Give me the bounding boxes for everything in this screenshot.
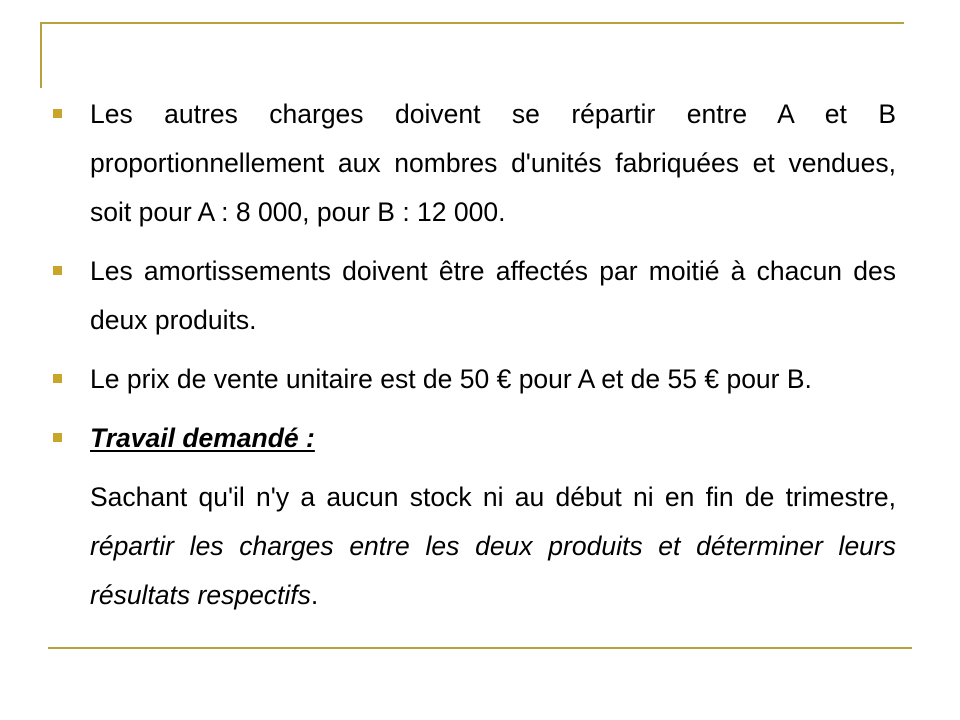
- task-end: .: [310, 580, 319, 610]
- task-heading: Travail demandé :: [90, 423, 315, 453]
- bottom-border-line: [48, 647, 912, 649]
- task-paragraph: [50, 473, 896, 620]
- left-border-line: [40, 22, 42, 88]
- square-bullet-icon: [53, 433, 62, 442]
- task-intro: Sachant qu'il n'y a aucun stock ni au début ni en fin de trimestre,: [90, 482, 896, 512]
- bullet-text: Les amortissements doivent être affectés par moitié à chacun des deux produits.: [90, 256, 896, 335]
- square-bullet-icon: [53, 374, 62, 383]
- top-border-line: [40, 22, 904, 24]
- task-instruction: répartir les charges entre les deux produits et déterminer leurs résultats respectifs: [90, 531, 896, 610]
- square-bullet-icon: [53, 109, 62, 118]
- bullet-item-charges: [50, 90, 896, 237]
- bullet-text: Les autres charges doivent se répartir entre A et B proportionnellement aux nombres d'unités fabriquées et vendues, soit pour A : 8 000, pour B : 12 000.: [90, 99, 896, 227]
- bullet-item-amortissements: [50, 247, 896, 345]
- slide-content: [50, 90, 896, 620]
- square-bullet-icon: [53, 266, 62, 275]
- bullet-item-travail: [50, 414, 896, 463]
- bullet-item-prix: [50, 355, 896, 404]
- bullet-text: Le prix de vente unitaire est de 50 € pour A et de 55 € pour B.: [90, 364, 812, 394]
